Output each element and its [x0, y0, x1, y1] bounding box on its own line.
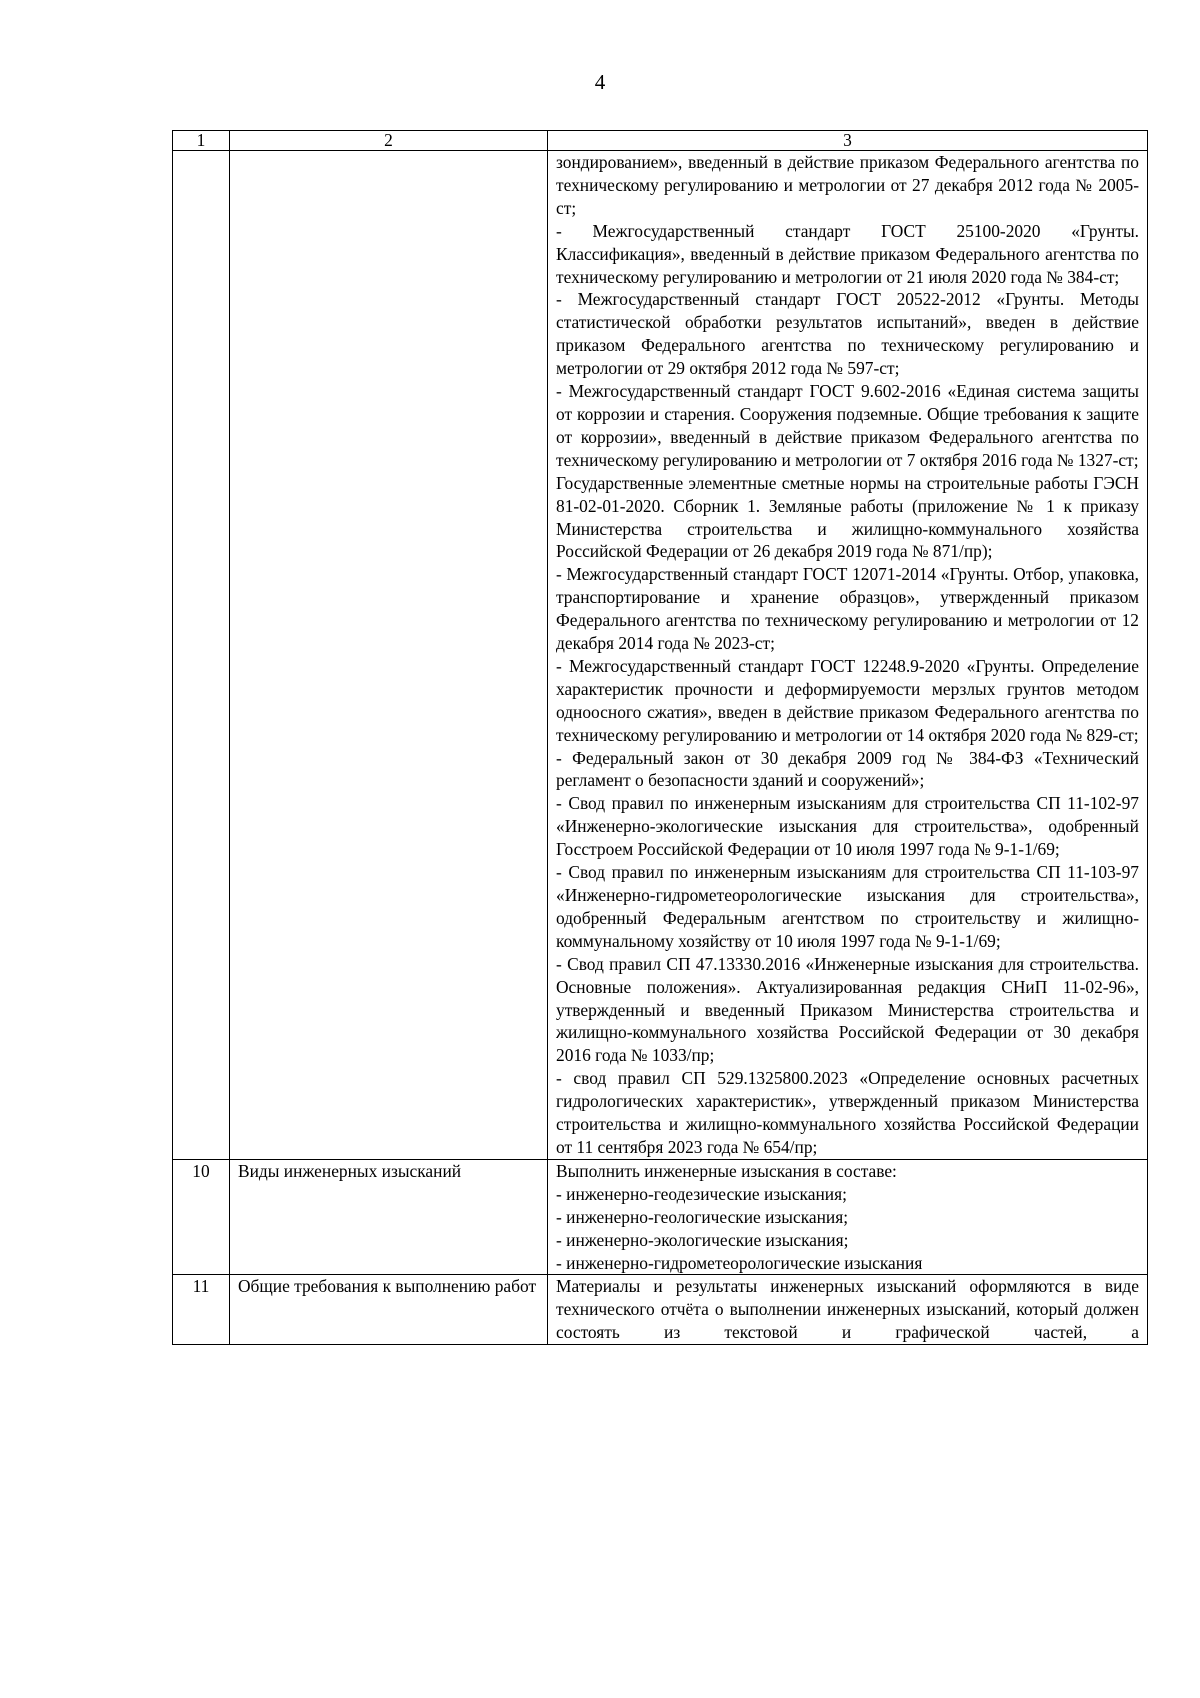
survey-type-line: Выполнить инженерные изыскания в составе: — [556, 1160, 897, 1181]
row-content-cell — [548, 151, 1148, 1160]
survey-type-line: - инженерно-геодезические изыскания; — [556, 1183, 847, 1204]
document-reference: - Межгосударственный стандарт ГОСТ 25100-2020 «Грунты. Классификация», введенный в действие приказом Федерального агентства по техническому регулированию и метрологии от 21 июля 2020 года № 384-ст; — [556, 220, 1139, 287]
column-header-2: 2 — [230, 131, 548, 151]
survey-type-line: - инженерно-экологические изыскания; — [556, 1229, 849, 1250]
requirements-text: Материалы и результаты инженерных изысканий оформляются в виде технического отчёта о выполнении инженерных изысканий, который должен состоять из текстовой и графической частей, а — [556, 1276, 1139, 1343]
page-number: 4 — [594, 70, 606, 94]
row-content-cell — [548, 1159, 1148, 1275]
document-reference: - Межгосударственный стандарт ГОСТ 20522-2012 «Грунты. Методы статистической обработки результатов испытаний», введен в действие приказом Федерального агентства по техническому регулированию и метрологии от 29 октября 2012 года № 597-ст; — [556, 289, 1139, 379]
row-title-cell — [230, 151, 548, 1160]
table-header-row — [173, 131, 1148, 151]
column-header-1: 1 — [173, 131, 230, 151]
document-reference: Государственные элементные сметные нормы на строительные работы ГЭСН 81-02-01-2020. Сборник 1. Земляные работы (приложение № 1 к приказу Министерства строительства и жилищно-коммунального хозяйства Российской Федерации от 26 декабря 2019 года № 871/пр); — [556, 472, 1139, 562]
row-content-cell — [548, 1275, 1148, 1345]
survey-type-line: - инженерно-гидрометеорологические изыскания — [556, 1252, 923, 1273]
document-reference: зондированием», введенный в действие приказом Федерального агентства по техническому регулированию и метрологии от 27 декабря 2012 года № 2005-ст; — [556, 152, 1139, 218]
document-reference: - Межгосударственный стандарт ГОСТ 12071-2014 «Грунты. Отбор, упаковка, транспортирование и хранение образцов», утвержденный приказом Федерального агентства по техническому регулированию и метрологии от 12 декабря 2014 года № 2023-ст; — [556, 564, 1139, 654]
row-number-cell: 10 — [173, 1159, 230, 1275]
document-reference: - Межгосударственный стандарт ГОСТ 9.602-2016 «Единая система защиты от коррозии и старения. Сооружения подземные. Общие требования к защите от коррозии», введенный в действие приказом Федерального агентства по техническому регулированию и метрологии от 7 октября 2016 года № 1327-ст; — [556, 381, 1139, 470]
document-reference: - Федеральный закон от 30 декабря 2009 год № 384-ФЗ «Технический регламент о безопасности зданий и сооружений»; — [556, 747, 1139, 791]
table-row-10 — [173, 1159, 1148, 1275]
document-reference: - Свод правил по инженерным изысканиям для строительства СП 11-103-97 «Инженерно-гидрометеорологические изыскания для строительства», одобренный Федеральным агентством по строительству и жилищно-коммунальному хозяйству от 10 июля 1997 года № 9-1-1/69; — [556, 862, 1139, 951]
row-title-cell: Общие требования к выполнению работ — [230, 1275, 548, 1345]
document-reference: - Свод правил СП 47.13330.2016 «Инженерные изыскания для строительства. Основные положения». Актуализированная редакция СНиП 11-02-96», утвержденный и введенный Приказом Министерства строительства и жилищно-коммунального хозяйства Российской Федерации от 30 декабря 2016 года № 1033/пр; — [556, 953, 1139, 1066]
row-number-cell — [173, 151, 230, 1160]
table-row-continuation — [173, 151, 1148, 1160]
document-reference: - Межгосударственный стандарт ГОСТ 12248.9-2020 «Грунты. Определение характеристик прочности и деформируемости мерзлых грунтов методом одноосного сжатия», введен в действие приказом Федерального агентства по техническому регулированию и метрологии от 14 октября 2020 года № 829-ст; — [556, 655, 1139, 745]
requirements-table — [172, 130, 1148, 1345]
row-number-cell: 11 — [173, 1275, 230, 1345]
document-reference: - Свод правил по инженерным изысканиям для строительства СП 11-102-97 «Инженерно-экологические изыскания для строительства», одобренный Госстроем Российской Федерации от 10 июля 1997 года № 9-1-1/69; — [556, 793, 1139, 860]
column-header-3: 3 — [548, 131, 1148, 151]
document-reference: - свод правил СП 529.1325800.2023 «Определение основных расчетных гидрологических характеристик», утвержденный приказом Министерства строительства и жилищно-коммунального хозяйства Российской Федерации от 11 сентября 2023 года № 654/пр; — [556, 1068, 1139, 1157]
table-row-11 — [173, 1275, 1148, 1345]
row-title-cell: Виды инженерных изысканий — [230, 1159, 548, 1275]
survey-type-line: - инженерно-геологические изыскания; — [556, 1206, 849, 1227]
